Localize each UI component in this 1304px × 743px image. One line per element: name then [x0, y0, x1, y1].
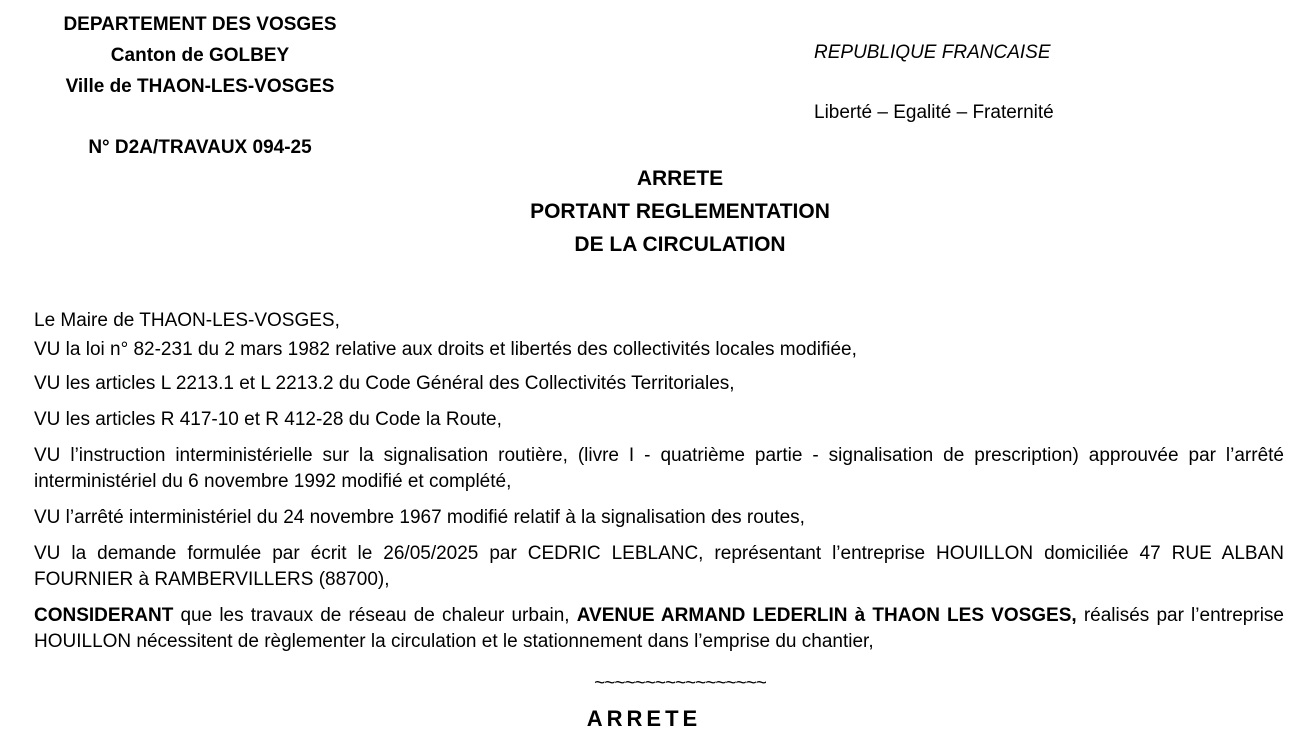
title-line-2: PORTANT REGLEMENTATION: [530, 200, 830, 223]
vu-cgct-paragraph: VU les articles L 2213.1 et L 2213.2 du Code Général des Collectivités Territoriales,: [34, 373, 735, 394]
vu-demande-paragraph: VU la demande formulée par écrit le 26/05/2025 par CEDRIC LEBLANC, représentant l’entreprise HOUILLON domiciliée 47 RUE ALBAN FOURNIER à RAMBERVILLERS (88700),: [34, 543, 1284, 590]
republique-label: REPUBLIQUE FRANCAISE: [814, 42, 1051, 63]
ville-label: Ville de THAON-LES-VOSGES: [65, 76, 335, 97]
considerant-label: CONSIDERANT: [34, 605, 174, 626]
departement-label: DEPARTEMENT DES VOSGES: [63, 14, 337, 35]
document-title: [330, 162, 1030, 261]
title-line-1: ARRETE: [636, 167, 724, 190]
canton-label: Canton de GOLBEY: [110, 45, 290, 66]
maire-line: Le Maire de THAON-LES-VOSGES,: [34, 310, 340, 331]
considerant-text-1: que les travaux de réseau de chaleur urbain,: [173, 605, 577, 626]
devise-label: Liberté – Egalité – Fraternité: [814, 102, 1054, 123]
considerant-text-2: réalisés par l’entreprise HOUILLON nécessitent de règlementer la circulation et le stationnement dans l’emprise du chantier,: [34, 605, 1284, 652]
considerant-location: AVENUE ARMAND LEDERLIN à THAON LES VOSGES,: [576, 605, 1077, 626]
title-line-3: DE LA CIRCULATION: [574, 233, 786, 256]
arrete-number: N° D2A/TRAVAUX 094-25: [88, 137, 312, 158]
vu-loi-paragraph: VU la loi n° 82-231 du 2 mars 1982 relative aux droits et libertés des collectivités locales modifiée,: [34, 339, 857, 360]
vu-arrete-paragraph: VU l’arrêté interministériel du 24 novembre 1967 modifié relatif à la signalisation des routes,: [34, 507, 805, 528]
separator: ~~~~~~~~~~~~~~~~~: [594, 673, 766, 694]
arrete-heading: ARRETE: [586, 706, 702, 731]
vu-instruction-paragraph: VU l’instruction interministérielle sur la signalisation routière, (livre I - quatrième partie - signalisation de prescription) approuvée par l’arrêté interministériel du 6 novembre 1992 modifié et complété,: [34, 445, 1284, 492]
document-body: [34, 308, 1284, 665]
vu-route-paragraph: VU les articles R 417-10 et R 412-28 du Code la Route,: [34, 409, 502, 430]
header-left: [0, 9, 400, 163]
considerant-paragraph: [34, 603, 1284, 655]
header-right: [814, 38, 1054, 128]
